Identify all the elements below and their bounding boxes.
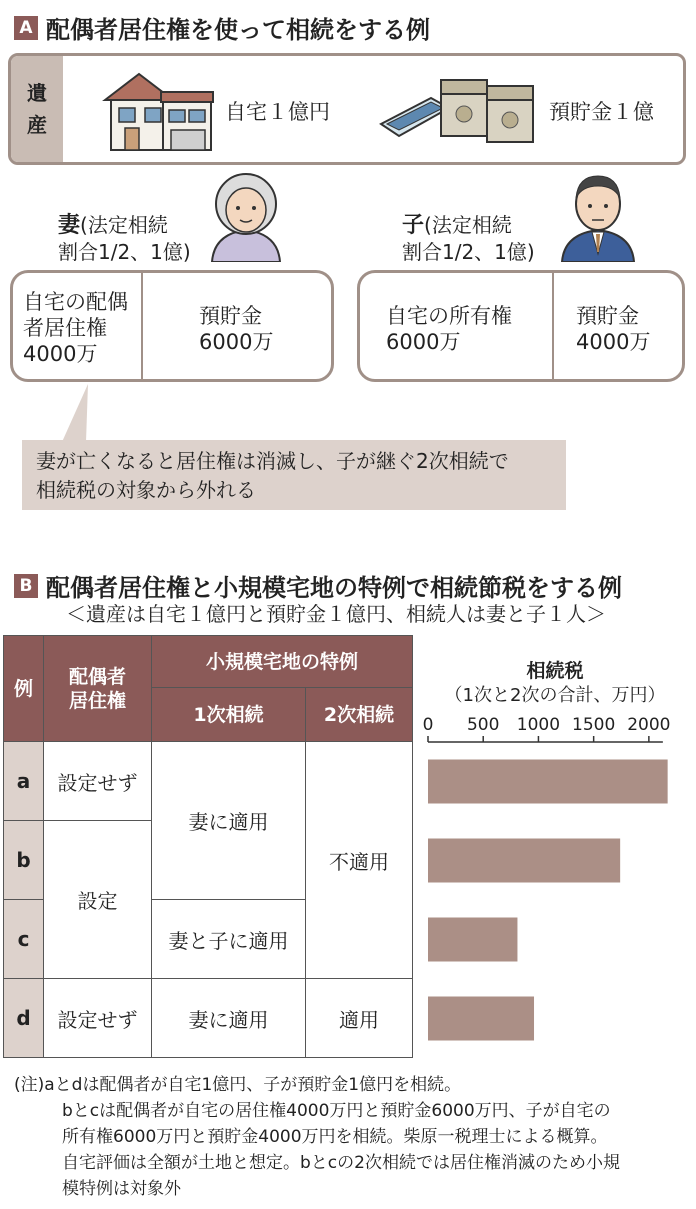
note-line-2: 相続税の対象から外れる — [36, 478, 256, 502]
cell-d-second: 適用 — [306, 979, 413, 1058]
bar-a — [428, 760, 668, 804]
chart-title: 相続税 — [526, 660, 584, 682]
child-detail-2: 割合1/2、1億) — [402, 240, 535, 264]
x-tick-label: 500 — [466, 715, 500, 735]
cell-ab-first: 妻に適用 — [152, 742, 306, 900]
assets-label-char-2: 産 — [27, 113, 47, 137]
wife-detail-2: 割合1/2、1億) — [58, 240, 191, 264]
footnote-line-4: 自宅評価は全額が土地と想定。bとcの2次相続では居住権消滅のため小規 — [62, 1153, 620, 1173]
cell-d-spousal-right: 設定せず — [44, 979, 152, 1058]
header-example: 例 — [4, 636, 44, 742]
footnote — [14, 1072, 620, 1202]
cell-abc-second: 不適用 — [306, 742, 413, 979]
child-name: 子 — [402, 213, 425, 238]
wife-house-line-1: 自宅の配偶 — [23, 290, 128, 314]
header-spousal-right-line-1: 配偶者 — [68, 665, 126, 688]
footnote-line-5: 模特例は対象外 — [62, 1179, 181, 1199]
wife-deposit-line-1: 預貯金 — [199, 304, 262, 328]
footnote-line-1: (注)aとdは配偶者が自宅1億円、子が預貯金1億円を相続。 — [14, 1075, 462, 1095]
x-tick-label: 1000 — [516, 715, 561, 735]
wife-deposit-line-2: 6000万 — [199, 330, 274, 354]
assets-label-char-1: 遺 — [27, 81, 47, 105]
child-deposit-line-2: 4000万 — [576, 330, 651, 354]
section-b-title: 配偶者居住権と小規模宅地の特例で相続節税をする例 — [46, 574, 622, 602]
bar-b — [428, 839, 620, 883]
deposit-label: 預貯金１億 — [549, 100, 654, 124]
header-first-inheritance: 1次相続 — [152, 688, 306, 742]
cell-bc-spousal-right: 設定 — [44, 821, 152, 979]
row-label-b: b — [4, 821, 44, 900]
wife-name: 妻 — [58, 213, 81, 238]
header-second-inheritance: 2次相続 — [306, 688, 413, 742]
bar-c — [428, 918, 517, 962]
x-tick-label: 1500 — [572, 715, 616, 735]
cell-d-first: 妻に適用 — [152, 979, 306, 1058]
row-label-c: c — [4, 900, 44, 979]
section-b-mark: B — [14, 574, 38, 598]
cell-c-first: 妻と子に適用 — [152, 900, 306, 979]
header-spousal-right-line-2: 居住権 — [68, 689, 126, 712]
wife-detail-1: (法定相続 — [80, 213, 168, 237]
child-house-line-2: 6000万 — [386, 330, 461, 354]
child-deposit-line-1: 預貯金 — [576, 304, 639, 328]
cell-a-spousal-right: 設定せず — [44, 742, 152, 821]
row-label-a: a — [4, 742, 44, 821]
header-special-rule: 小規模宅地の特例 — [152, 636, 413, 688]
x-tick-label: 0 — [422, 715, 434, 735]
section-a-title: 配偶者居住権を使って相続をする例 — [46, 16, 430, 44]
child-house-line-1: 自宅の所有権 — [386, 304, 512, 328]
section-b-subtitle: ＜遺産は自宅１億円と預貯金１億円、相続人は妻と子１人＞ — [66, 602, 606, 626]
wife-house-line-2: 者居住権 — [23, 316, 107, 340]
note-line-1: 妻が亡くなると居住権は消滅し、子が継ぐ2次相続で — [36, 449, 509, 473]
footnote-line-3: 所有権6000万円と預貯金4000万円を相続。柴原一税理士による概算。 — [62, 1127, 608, 1147]
wife-house-line-3: 4000万 — [23, 342, 98, 366]
x-tick-label: 2000 — [627, 715, 671, 735]
house-label: 自宅１億円 — [225, 100, 330, 124]
chart-subtitle: （1次と2次の合計、万円） — [444, 685, 666, 706]
row-label-d: d — [4, 979, 44, 1058]
section-a-mark: A — [14, 16, 38, 40]
child-detail-1: (法定相続 — [424, 213, 512, 237]
footnote-line-2: bとcは配偶者が自宅の居住権4000万円と預貯金6000万円、子が自宅の — [62, 1101, 611, 1121]
bar-d — [428, 997, 534, 1041]
